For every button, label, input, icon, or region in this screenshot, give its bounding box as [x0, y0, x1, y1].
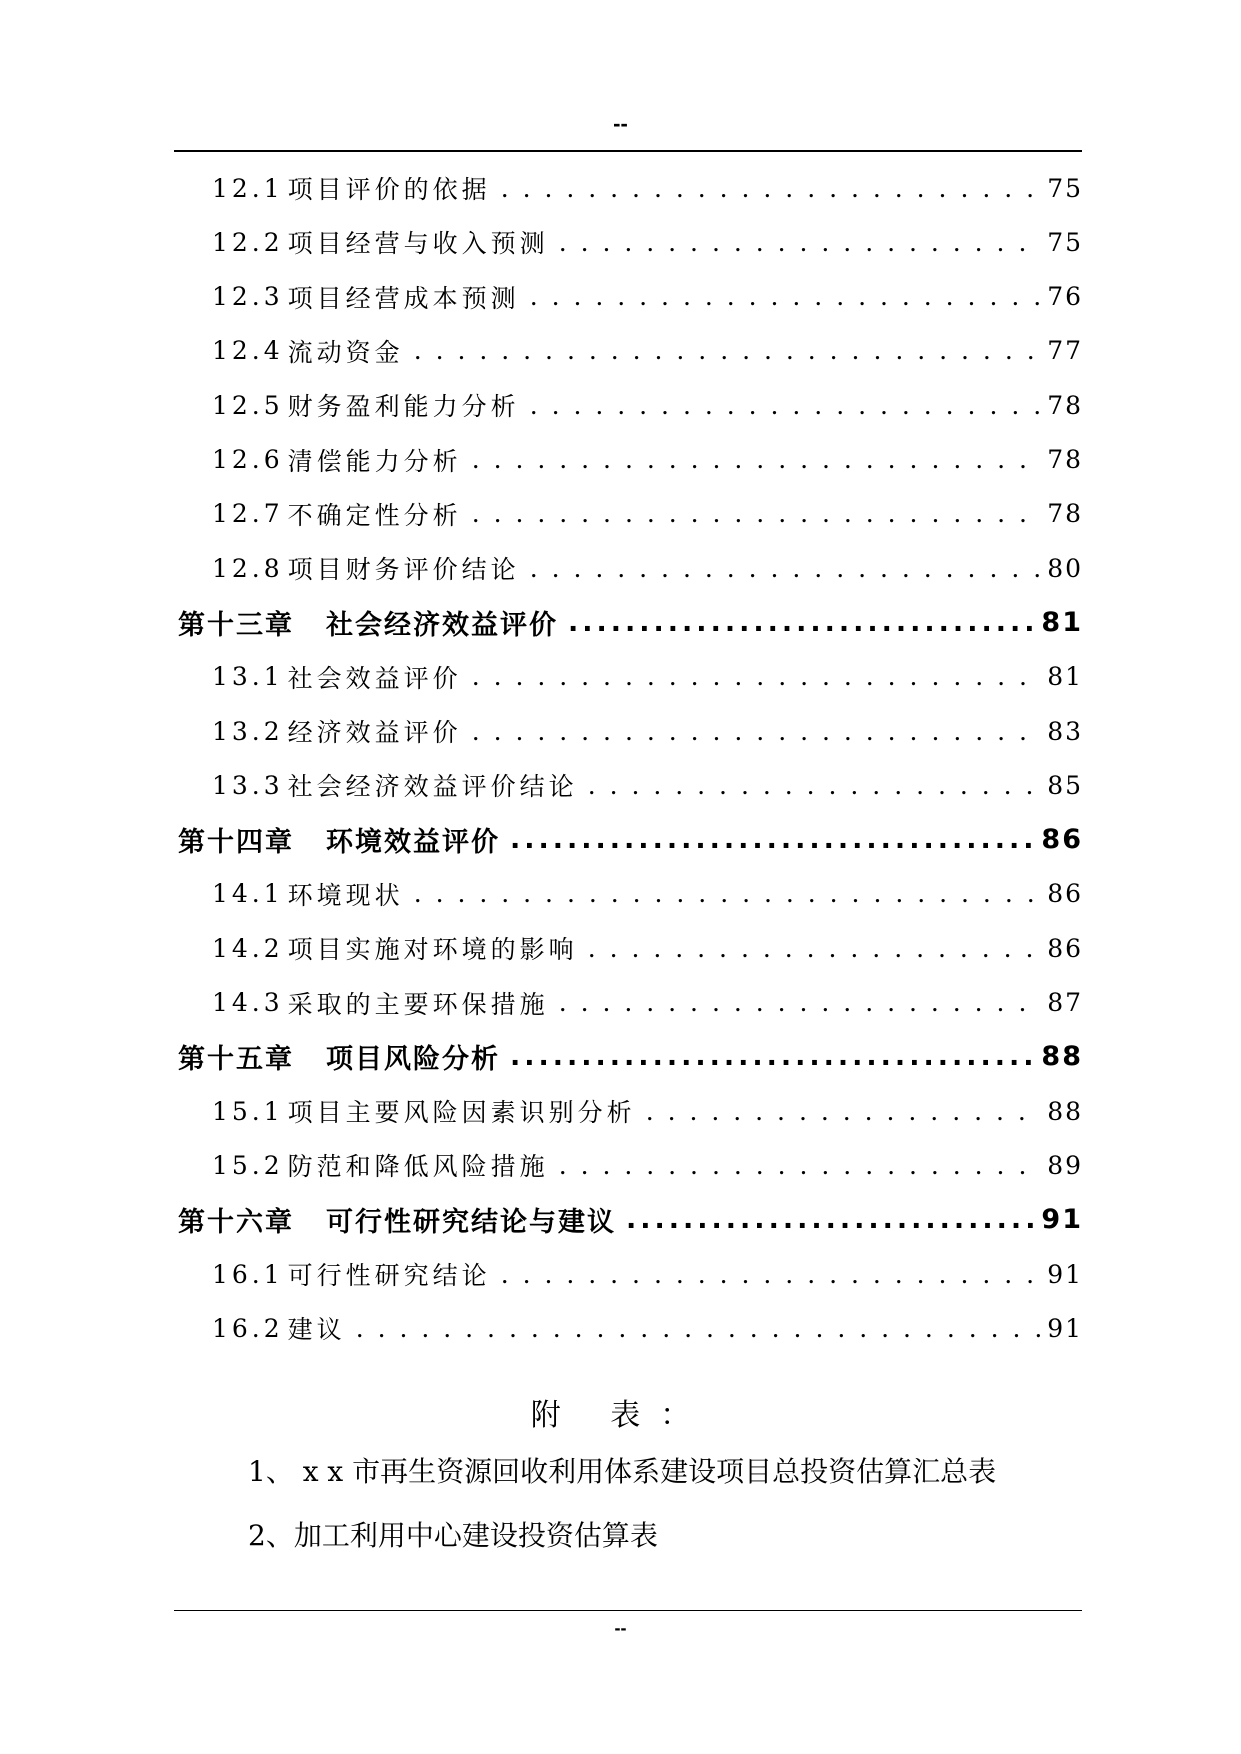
toc-dot-leader: [472, 499, 1042, 528]
toc-page-number: 81: [1047, 662, 1083, 692]
toc-dot-leader: [501, 1260, 1042, 1289]
toc-dot-leader: [568, 607, 1035, 638]
appendix-item: 2、加工利用中心建设投资估算表: [248, 1519, 658, 1552]
toc-entry-number: 12.5: [212, 390, 284, 420]
toc-section-entry[interactable]: [212, 985, 1083, 1021]
toc-chapter-entry[interactable]: [178, 1039, 1083, 1075]
toc-section-entry[interactable]: [212, 442, 1083, 478]
toc-page-number: 77: [1047, 336, 1083, 366]
toc-entry-title: 项目经营成本预测: [287, 283, 520, 313]
toc-entry-title: 清偿能力分析: [287, 446, 462, 476]
toc-dot-leader: [472, 445, 1042, 474]
toc-entry-title: 可行性研究结论与建议: [326, 1207, 616, 1239]
toc-section-entry[interactable]: [212, 659, 1083, 695]
toc-entry-title: 不确定性分析: [287, 500, 462, 530]
toc-entry-title: 环境效益评价: [326, 827, 500, 859]
toc-entry-number: 12.3: [212, 282, 284, 312]
header-rule: [174, 150, 1082, 152]
toc-entry-number: 12.4: [212, 336, 284, 366]
toc-entry-number: 14.3: [212, 988, 284, 1017]
toc-entry-number: 第十六章: [178, 1207, 294, 1239]
toc-section-entry[interactable]: [212, 876, 1083, 912]
toc-page-number: 86: [1047, 879, 1083, 909]
toc-page-number: 78: [1047, 390, 1083, 420]
toc-entry-number: 12.2: [212, 227, 284, 257]
toc-page-number: 86: [1047, 933, 1083, 963]
toc-entry-number: 12.7: [212, 499, 284, 529]
toc-page-number: 75: [1047, 227, 1083, 257]
appendix-item: 1、 x x 市再生资源回收利用体系建设项目总投资估算汇总表: [248, 1455, 997, 1488]
toc-page-number: 87: [1047, 988, 1083, 1017]
toc-page-number: 89: [1047, 1150, 1083, 1180]
toc-section-entry[interactable]: [212, 333, 1083, 369]
toc-entry-title: 可行性研究结论: [287, 1261, 491, 1290]
toc-entry-number: 13.3: [212, 770, 284, 800]
toc-chapter-entry[interactable]: [178, 1202, 1083, 1238]
toc-page-number: 75: [1047, 173, 1083, 203]
toc-section-entry[interactable]: [212, 224, 1083, 260]
toc-entry-title: 项目财务评价结论: [287, 555, 520, 585]
toc-entry-title: 经济效益评价: [287, 718, 462, 747]
toc-dot-leader: [646, 1097, 1042, 1126]
toc-section-entry[interactable]: [212, 279, 1083, 315]
toc-dot-leader: [559, 228, 1042, 257]
toc-section-entry[interactable]: [212, 1256, 1083, 1292]
toc-section-entry[interactable]: [212, 1093, 1083, 1129]
toc-entry-title: 社会效益评价: [287, 663, 462, 693]
toc-section-entry[interactable]: [212, 550, 1083, 586]
toc-entry-title: 项目风险分析: [326, 1044, 500, 1076]
footer-rule: [174, 1610, 1082, 1611]
toc-page-number: 91: [1041, 1204, 1083, 1236]
toc-entry-number: 15.2: [212, 1150, 284, 1180]
toc-entry-title: 环境现状: [287, 880, 404, 910]
toc-dot-leader: [414, 879, 1042, 908]
toc-page-number: 88: [1041, 1041, 1083, 1073]
toc-dot-leader: [356, 1314, 1042, 1343]
toc-entry-title: 项目评价的依据: [287, 175, 491, 204]
toc-section-entry[interactable]: [212, 1147, 1083, 1183]
toc-entry-number: 14.2: [212, 933, 284, 963]
toc-entry-number: 第十五章: [178, 1044, 294, 1076]
toc-dot-leader: [530, 391, 1042, 420]
toc-page-number: 91: [1047, 1259, 1083, 1289]
toc-section-entry[interactable]: [212, 713, 1083, 749]
toc-entry-title: 财务盈利能力分析: [287, 392, 520, 422]
toc-page-number: 86: [1041, 824, 1083, 856]
toc-dot-leader: [559, 988, 1042, 1017]
toc-dot-leader: [530, 554, 1042, 583]
toc-dot-leader: [588, 934, 1042, 963]
toc-dot-leader: [472, 717, 1042, 746]
toc-page-number: 78: [1047, 445, 1083, 474]
toc-page-number: 76: [1047, 282, 1083, 312]
toc-entry-title: 建议: [287, 1315, 346, 1345]
toc-entry-title: 项目主要风险因素识别分析: [287, 1098, 636, 1128]
toc-entry-number: 15.1: [212, 1096, 284, 1126]
toc-page-number: 88: [1047, 1096, 1083, 1126]
toc-section-entry[interactable]: [212, 930, 1083, 966]
toc-entry-number: 16.2: [212, 1313, 284, 1343]
toc-entry-number: 第十三章: [178, 609, 294, 641]
toc-page-number: 91: [1047, 1313, 1083, 1343]
toc-section-entry[interactable]: [212, 170, 1083, 206]
toc-dot-leader: [588, 771, 1042, 800]
toc-entry-number: 13.2: [212, 716, 284, 746]
toc-page-number: 80: [1047, 553, 1083, 583]
toc-dot-leader: [559, 1151, 1042, 1180]
toc-entry-title: 流动资金: [287, 337, 404, 367]
toc-entry-number: 12.8: [212, 553, 284, 583]
toc-dot-leader: [501, 174, 1042, 203]
toc-entry-title: 采取的主要环保措施: [287, 989, 549, 1019]
toc-entry-title: 项目经营与收入预测: [287, 229, 549, 259]
toc-section-entry[interactable]: [212, 767, 1083, 803]
toc-page-number: 83: [1047, 716, 1083, 746]
toc-page-number: 78: [1047, 499, 1083, 529]
toc-dot-leader: [414, 336, 1042, 365]
toc-entry-number: 第十四章: [178, 827, 294, 859]
toc-chapter-entry[interactable]: [178, 604, 1083, 640]
toc-entry-number: 12.6: [212, 445, 284, 474]
toc-page-number: 81: [1041, 606, 1083, 638]
toc-section-entry[interactable]: [212, 496, 1083, 532]
appendix-title: 附 表：: [530, 1398, 711, 1433]
toc-entry-number: 14.1: [212, 879, 284, 909]
toc-page-number: 85: [1047, 770, 1083, 800]
toc-section-entry[interactable]: [212, 1310, 1083, 1346]
page-footer-mark: --: [614, 1618, 627, 1638]
toc-entry-title: 社会经济效益评价结论: [287, 772, 578, 802]
toc-dot-leader: [530, 282, 1042, 311]
toc-dot-leader: [510, 1041, 1035, 1072]
toc-dot-leader: [472, 662, 1042, 691]
page-header-mark: --: [613, 111, 628, 136]
toc-entry-title: 防范和降低风险措施: [287, 1152, 549, 1182]
toc-entry-title: 项目实施对环境的影响: [287, 935, 578, 965]
toc-entry-number: 16.1: [212, 1259, 284, 1289]
toc-section-entry[interactable]: [212, 387, 1083, 423]
toc-entry-title: 社会经济效益评价: [326, 609, 558, 641]
toc-chapter-entry[interactable]: [178, 822, 1083, 858]
toc-dot-leader: [626, 1204, 1035, 1235]
toc-entry-number: 12.1: [212, 173, 284, 203]
toc-entry-number: 13.1: [212, 662, 284, 692]
toc-dot-leader: [510, 824, 1035, 855]
